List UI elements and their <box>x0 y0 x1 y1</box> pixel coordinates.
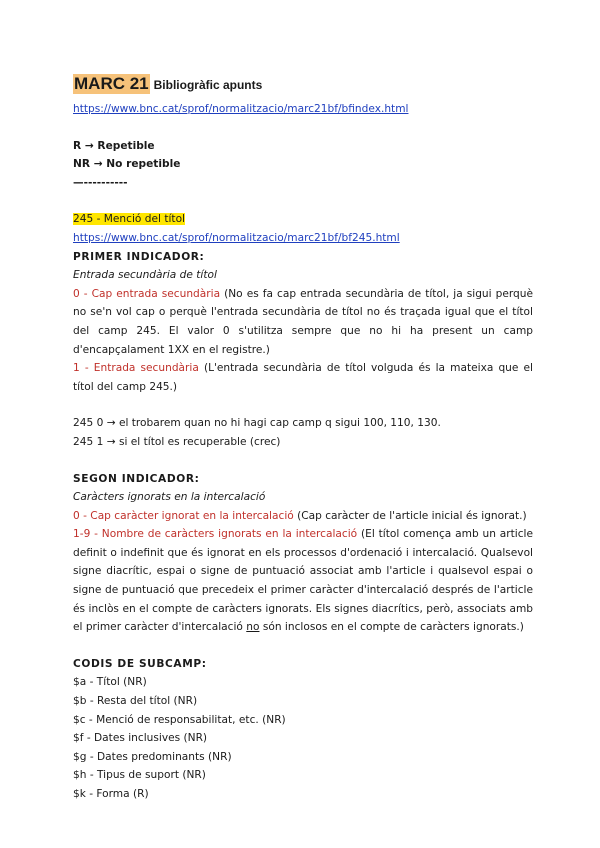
first-indicator-heading: PRIMER INDICADOR: <box>73 250 205 263</box>
subfield-codes-heading: CODIS DE SUBCAMP: <box>73 657 207 670</box>
subfield-item: $c - Menció de responsabilitat, etc. (NR) <box>73 713 286 726</box>
legend-no-repetible: NR → No repetible <box>73 158 181 171</box>
document-page <box>73 74 533 804</box>
subfield-item: $h - Tipus de suport (NR) <box>73 769 206 782</box>
second-indicator-heading: SEGON INDICADOR: <box>73 472 200 485</box>
subfield-item: $a - Títol (NR) <box>73 676 147 689</box>
ind1-value-0: 0 - Cap entrada secundària (No es fa cap entrada secundària de títol, ja sigui perquè no se'n vol cap o perquè l'entrada secundària de títol no és traçada igual que el títol del camp 245. El valor 0 s'utilitza sempre que no hi ha present un camp d'encapçalament 1XX en el registre.) <box>73 287 533 356</box>
subfield-item: $g - Dates predominants (NR) <box>73 750 232 763</box>
ind2-value-1-9: 1-9 - Nombre de caràcters ignorats en la intercalació (El títol comença amb un article definit o indefinit que és ignorat en els processos d'ordenació i intercalació. Qualsevol signe diacrític, espai o signe de puntuació associat amb l'article i qualsevol espai o signe de puntuació que precedeix el primer caràcter d'intercalació després de l'article és inclòs en el compte de caràcters ignorats. Els signes diacrítics, però, associats amb el primer caràcter d'intercalació no són inclosos en el compte de caràcters ignorats.) <box>73 528 533 634</box>
second-indicator-subtitle: Caràcters ignorats en la intercalació <box>73 491 266 504</box>
first-indicator-subtitle: Entrada secundària de títol <box>73 269 217 282</box>
marc-label: MARC 21 <box>74 74 149 93</box>
document-title <box>73 74 533 100</box>
legend-repetible: R → Repetible <box>73 139 155 152</box>
ind2-value-0: 0 - Cap caràcter ignorat en la intercalació (Cap caràcter de l'article inicial és ignorat.) <box>73 509 527 522</box>
note-245-0: 245 0 → el trobarem quan no hi hagi cap camp q sigui 100, 110, 130. <box>73 417 441 430</box>
ind1-value-1: 1 - Entrada secundària (L'entrada secundària de títol volguda és la mateixa que el títol del camp 245.) <box>73 362 533 393</box>
document-subtitle: Bibliogràfic apunts <box>153 78 263 92</box>
field-245-title: 245 - Menció del títol <box>73 213 185 226</box>
bf245-link[interactable]: https://www.bnc.cat/sprof/normalitzacio/marc21bf/bf245.html <box>73 231 400 244</box>
subfield-item: $b - Resta del títol (NR) <box>73 695 198 708</box>
subfield-item: $f - Dates inclusives (NR) <box>73 732 208 745</box>
subfield-list <box>73 673 533 803</box>
divider-line: —---------- <box>73 176 128 189</box>
note-245-1: 245 1 → si el títol es recuperable (crec) <box>73 435 281 448</box>
bfindex-link[interactable]: https://www.bnc.cat/sprof/normalitzacio/marc21bf/bfindex.html <box>73 103 409 115</box>
subfield-item: $k - Forma (R) <box>73 788 149 800</box>
